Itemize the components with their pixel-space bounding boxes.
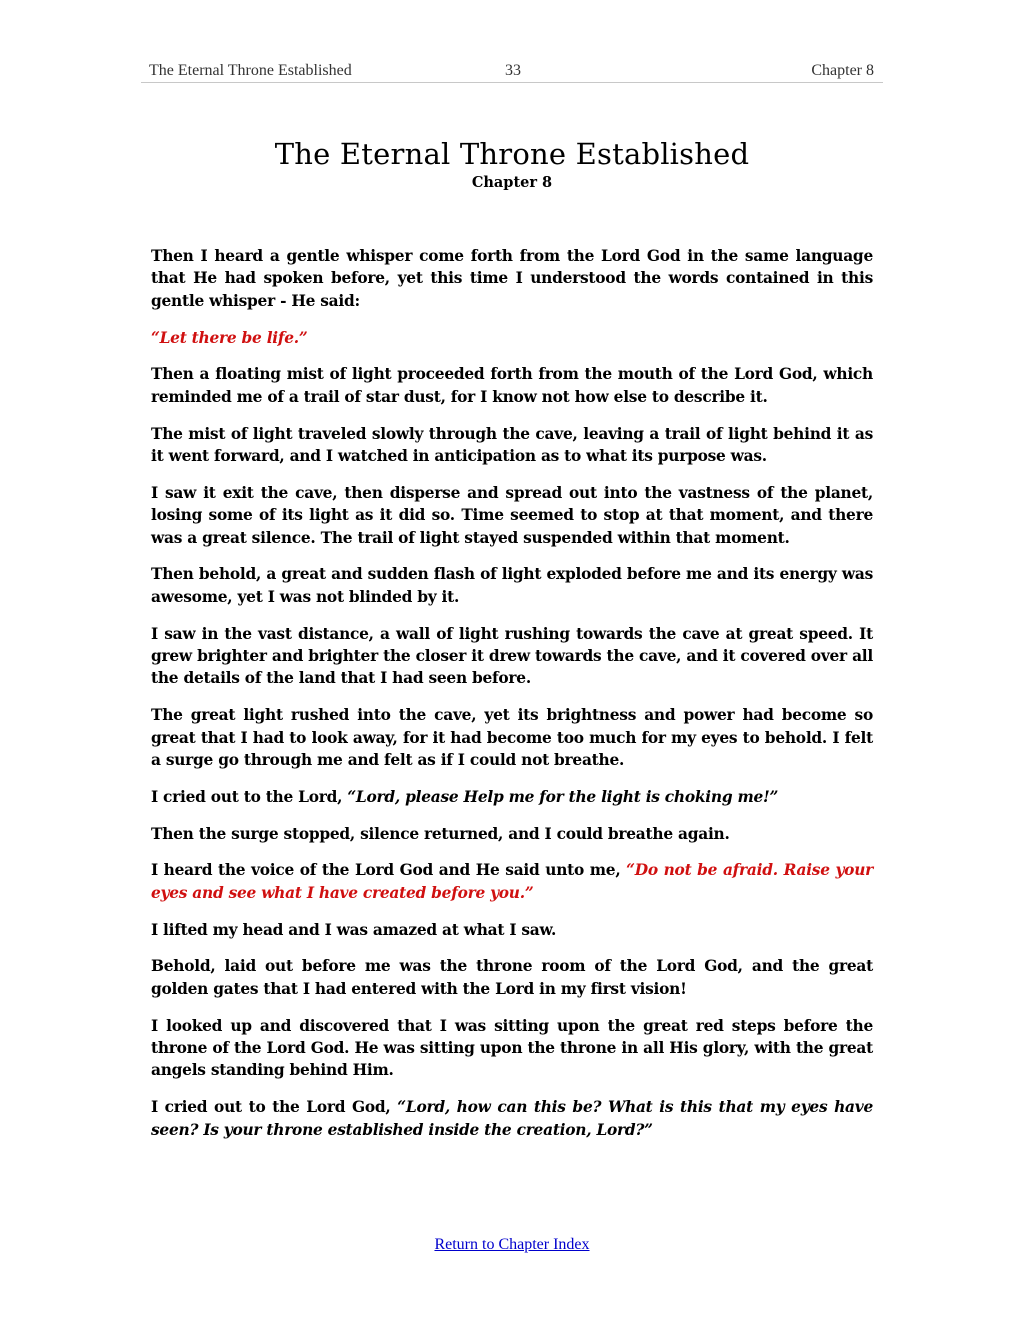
- lord-quote: “Do not be afraid. Raise your eyes and see what I have created before you.”: [151, 861, 873, 902]
- paragraph: I saw it exit the cave, then disperse and spread out into the vastness of the planet, losing some of its light as it did so. Time seemed to stop at that moment, and there was a great silence. The trail of light stayed suspended within that moment.: [151, 483, 873, 547]
- quote-paragraph: [151, 327, 873, 349]
- paragraph: [151, 786, 873, 808]
- narrator-quote: “Lord, please Help me for the light is choking me!”: [347, 787, 779, 806]
- paragraph: Then the surge stopped, silence returned, and I could breathe again.: [151, 824, 730, 843]
- return-to-chapter-index-link[interactable]: Return to Chapter Index: [434, 1236, 590, 1253]
- narrator-quote: “Lord, how can this be? What is this that my eyes have seen? Is your throne established inside the creation, Lord?”: [151, 1098, 873, 1139]
- paragraph-lead: I heard the voice of the Lord God and He said unto me,: [151, 861, 627, 880]
- paragraph: I saw in the vast distance, a wall of light rushing towards the cave at great speed. It grew brighter and brighter the closer it drew towards the cave, and it covered over all the details of the land that I had seen before.: [151, 624, 873, 688]
- paragraph: Behold, laid out before me was the throne room of the Lord God, and the great golden gates that I had entered with the Lord in my first vision!: [151, 957, 873, 998]
- paragraph-lead: I cried out to the Lord,: [151, 787, 348, 806]
- paragraph: Then I heard a gentle whisper come forth from the Lord God in the same language that He had spoken before, yet this time I understood the words contained in this gentle whisper - He said:: [151, 247, 873, 310]
- paragraph: Then a floating mist of light proceeded forth from the mouth of the Lord God, which reminded me of a trail of star dust, for I know not how else to describe it.: [151, 365, 873, 406]
- paragraph: [151, 1096, 873, 1141]
- paragraph: The mist of light traveled slowly through the cave, leaving a trail of light behind it as it went forward, and I watched in anticipation as to what its purpose was.: [151, 424, 873, 466]
- paragraph: Then behold, a great and sudden flash of light exploded before me and its energy was awesome, yet I was not blinded by it.: [151, 565, 873, 606]
- lord-quote: “Let there be life.”: [151, 328, 308, 347]
- running-header: [141, 60, 883, 83]
- header-chapter: Chapter 8: [811, 62, 874, 79]
- header-book-title: The Eternal Throne Established: [149, 62, 352, 79]
- page-title: The Eternal Throne Established: [274, 137, 750, 172]
- paragraph: I lifted my head and I was amazed at what I saw.: [151, 920, 557, 939]
- paragraph-lead: I cried out to the Lord God,: [151, 1098, 398, 1117]
- footer: [0, 1236, 1024, 1254]
- chapter-body: [151, 245, 873, 1155]
- header-page-number: 33: [505, 62, 521, 79]
- paragraph: [151, 859, 873, 904]
- paragraph: The great light rushed into the cave, yet its brightness and power had become so great that I had to look away, for it had become too much for my eyes to behold. I felt a surge go through me and felt as if I could not breathe.: [151, 706, 873, 770]
- paragraph: I looked up and discovered that I was sitting upon the great red steps before the throne of the Lord God. He was sitting upon the throne in all His glory, with the great angels standing behind Him.: [151, 1016, 873, 1080]
- chapter-subtitle: Chapter 8: [471, 174, 553, 191]
